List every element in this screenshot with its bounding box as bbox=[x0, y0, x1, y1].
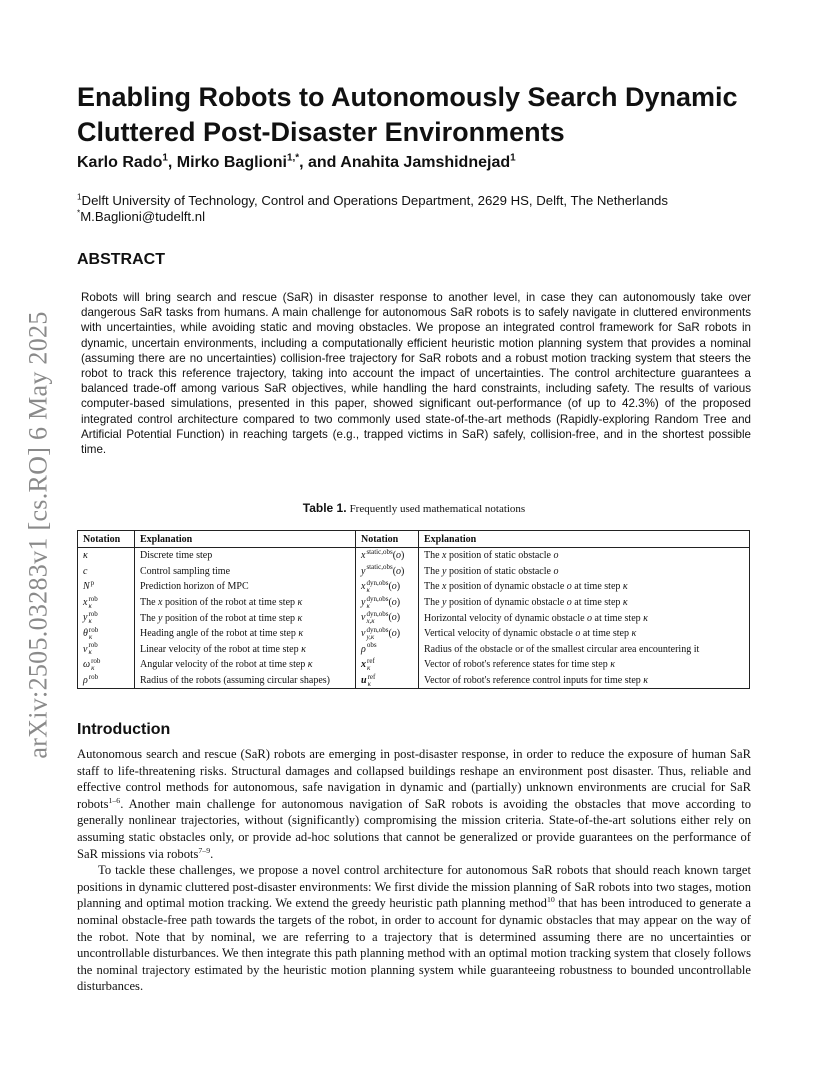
notation-cell bbox=[78, 610, 135, 626]
explanation-cell: Radius of the obstacle or of the smallest circular area encountering it bbox=[419, 642, 750, 658]
arxiv-side-stamp: arXiv:2505.03283v1 [cs.RO] 6 May 2025 bbox=[24, 311, 53, 759]
explanation-cell: Discrete time step bbox=[135, 548, 356, 564]
table-row bbox=[78, 626, 750, 642]
table-row bbox=[78, 579, 750, 595]
explanation-cell: The y position of the robot at time step κ bbox=[135, 610, 356, 626]
notation-cell bbox=[356, 579, 419, 595]
explanation-cell: The x position of the robot at time step κ bbox=[135, 595, 356, 611]
notation-cell bbox=[356, 642, 419, 658]
notation-symbol: x static,obs (o) bbox=[361, 547, 405, 562]
introduction-heading: Introduction bbox=[77, 721, 171, 738]
abstract-heading: ABSTRACT bbox=[77, 251, 165, 268]
explanation-cell: Vector of robot's reference control inputs for time step κ bbox=[419, 673, 750, 689]
abstract-text: Robots will bring search and rescue (SaR) in disaster response to another level, in case they can autonomously take over dangerous SaR tasks from humans. A main challenge for autonomous SaR robots is to safely navigate in cluttered environments with uncertainties, while avoiding static and moving obstacles. We propose an integrated control framework for SaR robots in dynamic, uncertain environments, including a computationally efficient heuristic motion planning system that provides a nominal (assuming there are no uncertainties) collision-free trajectory for SaR robots and a robust motion tracking system that steers the robot to track this reference trajectory, taking into account the impact of uncertainties. The control architecture guarantees a balanced trade-off among various SaR objectives, while handling the hard constraints, including safety. The results of various computer-based simulations, presented in this paper, showed significant out-performance (of up to 42.3%) of the proposed integrated control architecture compared to two commonly used state-of-the-art methods (Rapidly-exploring Random Tree and Artificial Potential Function) in reaching targets (e.g., trapped victims in SaR) safely, collision-free, and in the shortest possible time. bbox=[81, 291, 751, 457]
notation-symbol: y rob κ bbox=[83, 610, 98, 626]
notation-symbol: θ rob κ bbox=[83, 625, 99, 641]
notation-cell bbox=[356, 564, 419, 580]
notation-cell bbox=[78, 548, 135, 564]
notation-cell bbox=[78, 657, 135, 673]
author-list: Karlo Rado$^1$, Mirko Baglioni$^{1,*}$, and Anahita Jamshidnejad$^1$ bbox=[77, 152, 516, 171]
header-notation-1: Notation bbox=[78, 531, 135, 548]
notation-cell bbox=[356, 673, 419, 689]
notation-symbol: y dyn,obs κ (o) bbox=[361, 594, 401, 610]
explanation-cell: Linear velocity of the robot at time step κ bbox=[135, 642, 356, 658]
notation-symbol: ρ rob bbox=[83, 672, 99, 686]
author-affiliation-mark: 1 bbox=[510, 152, 516, 164]
table-row bbox=[78, 564, 750, 580]
notation-cell bbox=[78, 642, 135, 658]
explanation-cell: Vector of robot's reference states for time step κ bbox=[419, 657, 750, 673]
explanation-cell: Horizontal velocity of dynamic obstacle o at time step κ bbox=[419, 610, 750, 626]
introduction-paragraph-1: Autonomous search and rescue (SaR) robots are emerging in post-disaster response, in order to reduce the exposure of human SaR staff to life-threatening risks. Structural damages and collapsed buildings reshape an environment post disaster. Thus, reliable and effective control methods for autonomous, safe navigation in dynamic and (partially) unknown environments are crucial for SaR robots$^{1-6}$. Another main challenge for autonomous navigation of SaR robots is avoiding the obstacles that move according to generally nonlinear trajectories, without (significantly) compromising the mission criteria. State-of-the-art solutions either rely on assuming static obstacles only, or provide ad-hoc solutions that cannot be generalized or provide guarantees on the performance of SaR missions via robots$^{7-9}$. bbox=[77, 747, 751, 861]
table-header-row bbox=[78, 531, 750, 548]
explanation-cell: The x position of dynamic obstacle o at time step κ bbox=[419, 579, 750, 595]
notation-cell bbox=[78, 626, 135, 642]
header-notation-2: Notation bbox=[356, 531, 419, 548]
table-row bbox=[78, 642, 750, 658]
table-row bbox=[78, 610, 750, 626]
explanation-cell: Prediction horizon of MPC bbox=[135, 579, 356, 595]
table-row bbox=[78, 548, 750, 564]
notation-symbol: v rob κ bbox=[83, 641, 98, 657]
notation-symbol: u ref κ bbox=[361, 672, 376, 688]
notation-symbol: ρ obs bbox=[361, 641, 377, 655]
introduction-text bbox=[77, 746, 751, 995]
explanation-cell: Vertical velocity of dynamic obstacle o at time step κ bbox=[419, 626, 750, 642]
notation-symbol: x rob κ bbox=[83, 594, 98, 610]
explanation-cell: The x position of static obstacle o bbox=[419, 548, 750, 564]
notation-cell bbox=[356, 657, 419, 673]
affiliation-mark: 1 bbox=[77, 192, 82, 202]
citation-reference: 1–6 bbox=[108, 795, 121, 805]
table-row bbox=[78, 673, 750, 689]
table-row bbox=[78, 657, 750, 673]
table-row bbox=[78, 595, 750, 611]
author-affiliation-mark: 1,* bbox=[286, 152, 300, 164]
notation-cell bbox=[356, 548, 419, 564]
notation-cell bbox=[78, 673, 135, 689]
notation-symbol: κ bbox=[83, 550, 88, 562]
author-name: Karlo Rado bbox=[77, 154, 163, 171]
header-explanation-2: Explanation bbox=[419, 531, 750, 548]
affiliation-line bbox=[77, 209, 668, 225]
notation-symbol: y static,obs (o) bbox=[361, 563, 405, 577]
header-explanation-1: Explanation bbox=[135, 531, 356, 548]
explanation-cell: Radius of the robots (assuming circular shapes) bbox=[135, 673, 356, 689]
author-name: Mirko Baglioni bbox=[176, 154, 287, 171]
table-caption-text: Frequently used mathematical notations bbox=[349, 503, 526, 515]
explanation-cell: The y position of dynamic obstacle o at time step κ bbox=[419, 595, 750, 611]
notation-cell bbox=[78, 595, 135, 611]
citation-reference: 10 bbox=[546, 895, 555, 905]
affiliation-line bbox=[77, 193, 668, 209]
notation-symbol: x ref κ bbox=[361, 656, 375, 672]
notation-symbol: v dyn,obs x,κ (o) bbox=[361, 610, 401, 626]
explanation-cell: Heading angle of the robot at time step κ bbox=[135, 626, 356, 642]
affiliation-text: M.Baglioni@tudelft.nl bbox=[80, 209, 205, 224]
explanation-cell: Control sampling time bbox=[135, 564, 356, 580]
notation-cell bbox=[356, 626, 419, 642]
notation-symbol: v dyn,obs y,κ (o) bbox=[361, 625, 401, 641]
introduction-paragraph-2: To tackle these challenges, we propose a novel control architecture for autonomous SaR robots that should reach known target positions in dynamic cluttered post-disaster environments: We first divide the mission planning of SaR robots into two stages, motion planning and optimal motion tracking. We extend the greedy heuristic path planning method$^{10}$ that has been introduced to generate a nominal obstacle-free path towards the targets of the robot, in order to account for dynamic obstacles that may appear on the way of the robot. Note that by nominal, we are referring to a trajectory that is determined assuming there are no uncertainties or uncontrollable disturbances. We then integrate this path planning method with an optimal motion tracking system that closely follows the nominal trajectory estimated by the heuristic motion planning system while guaranteeing robustness to bounded uncontrollable disturbances. bbox=[77, 863, 752, 994]
notation-cell bbox=[356, 610, 419, 626]
explanation-cell: Angular velocity of the robot at time step κ bbox=[135, 657, 356, 673]
notation-symbol: c bbox=[83, 565, 88, 577]
notation-cell bbox=[78, 564, 135, 580]
paper-title: Enabling Robots to Autonomously Search Dynamic Cluttered Post-Disaster Environments bbox=[77, 82, 738, 147]
table-caption bbox=[0, 501, 828, 516]
citation-reference: 7–9 bbox=[198, 845, 211, 855]
notation-symbol: x dyn,obs κ (o) bbox=[361, 578, 401, 594]
notation-cell bbox=[356, 595, 419, 611]
notation-cell bbox=[78, 579, 135, 595]
table-body bbox=[78, 548, 750, 689]
notation-symbol: N p bbox=[83, 578, 95, 593]
affiliation-mark: * bbox=[77, 208, 81, 218]
explanation-cell: The y position of static obstacle o bbox=[419, 564, 750, 580]
table-label: Table 1. bbox=[302, 501, 347, 515]
notation-table bbox=[77, 530, 750, 689]
notation-symbol: ω rob κ bbox=[83, 656, 101, 672]
author-affiliation-mark: 1 bbox=[162, 152, 168, 164]
author-name: Anahita Jamshidnejad bbox=[340, 154, 511, 171]
affiliation-text: Delft University of Technology, Control and Operations Department, 2629 HS, Delft, The Netherlands bbox=[81, 193, 668, 208]
affiliations bbox=[77, 193, 668, 225]
